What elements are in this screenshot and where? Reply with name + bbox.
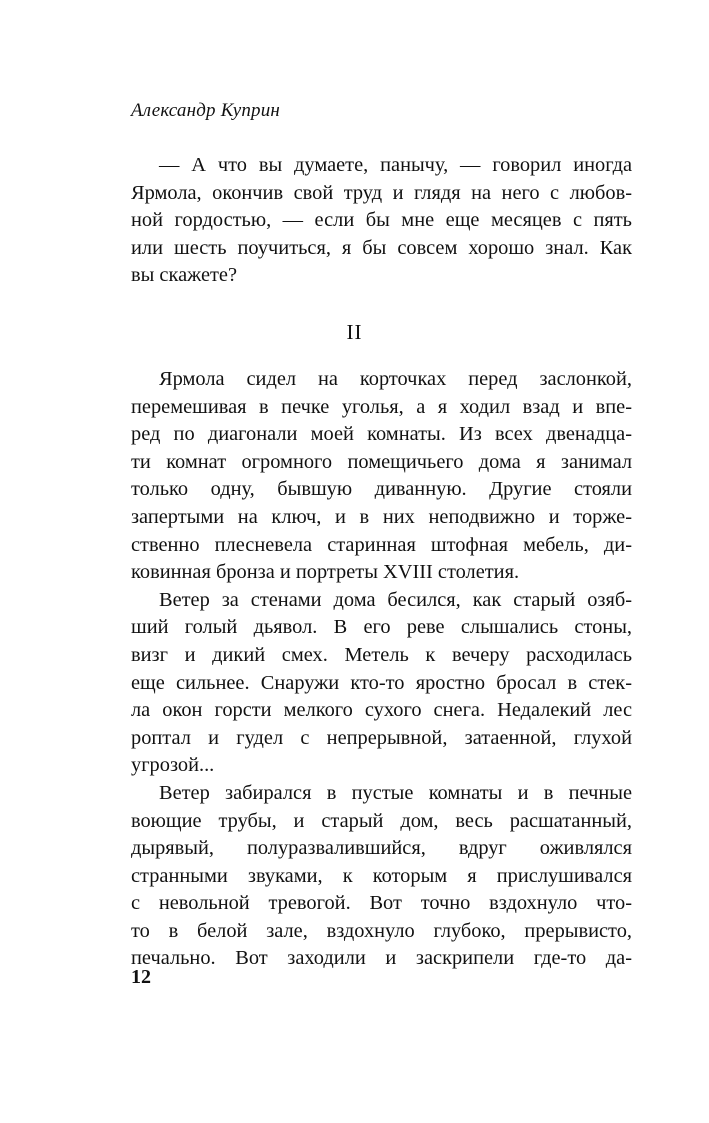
intro-paragraph [131, 152, 632, 290]
text-line: ти комнат огромного помещичьего дома я занимал [131, 450, 632, 473]
text-line: то в белой зале, вздохнуло глубоко, прерывисто, [131, 919, 632, 942]
text-line: с невольной тревогой. Вот точно вздохнуло что- [131, 892, 632, 915]
text-line: визг и дикий смех. Метель к вечеру расходилась [131, 643, 632, 666]
text-line: ковинная бронза и портреты XVIII столетия. [131, 561, 520, 584]
text-line: ственно плесневела старинная штофная мебель, ди- [131, 533, 632, 556]
text-line: роптал и гудел с непрерывной, затаенной, глухой [131, 726, 632, 749]
text-line: запертыми на ключ, и в них неподвижно и торже- [131, 505, 632, 528]
text-line: или шесть поучиться, я бы совсем хорошо знал. Как [131, 236, 632, 259]
text-line: печально. Вот заходили и заскрипели где-то да- [131, 947, 632, 970]
text-line: воющие трубы, и старый дом, весь расшатанный, [131, 809, 632, 832]
chapter-number: II [346, 320, 363, 344]
text-line: — А что вы думаете, панычу, — говорил иногда [159, 154, 632, 176]
text-line: ший голый дьявол. В его реве слышались стоны, [131, 616, 632, 639]
text-line: только одну, бывшую диванную. Другие стояли [131, 478, 632, 501]
text-line: перемешивая в печке уголья, а я ходил взад и впе- [131, 395, 632, 418]
text-line: еще сильнее. Снаружи кто-то яростно бросал в стек- [131, 671, 632, 694]
text-line: странными звуками, к которым я прислушивался [131, 864, 632, 887]
page-number: 12 [131, 966, 151, 988]
text-line: вы скажете? [131, 264, 238, 287]
text-line: Ветер забирался в пустые комнаты и в печные [159, 781, 632, 804]
chapter-body [131, 366, 632, 973]
text-line: угрозой... [131, 754, 215, 777]
text-line: Ветер за стенами дома бесился, как старый озяб- [159, 588, 632, 611]
text-line: ла окон горсти мелкого сухого снега. Недалекий лес [131, 699, 632, 722]
text-line: ред по диагонали моей комнаты. Из всех двенадца- [131, 423, 632, 446]
text-line: Ярмола сидел на корточках перед заслонкой, [159, 368, 632, 390]
text-line: ной гордостью, — если бы мне еще месяцев с пять [131, 209, 632, 232]
text-line: дырявый, полуразвалившийся, вдруг оживлялся [131, 837, 632, 860]
text-line: Ярмола, окончив свой труд и глядя на него с любов- [131, 181, 632, 204]
running-head-author: Александр Куприн [131, 100, 281, 121]
